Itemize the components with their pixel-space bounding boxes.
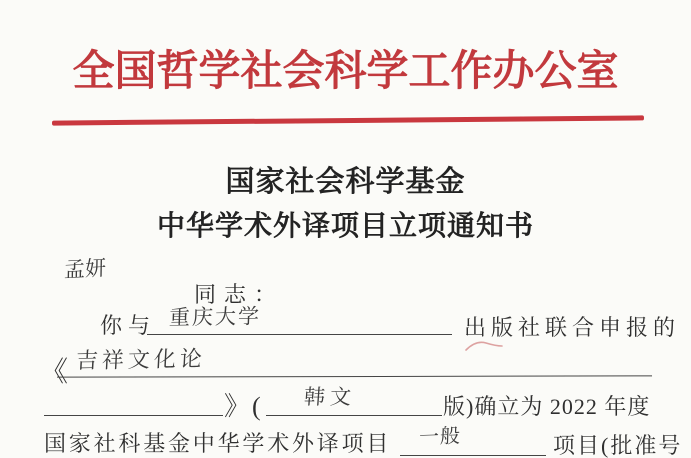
language-line-suffix: 版)确立为 2022 年度: [443, 394, 651, 419]
project-line-prefix: 国家社科基金中华学术外译项目: [44, 431, 392, 456]
header-divider-rule: [52, 115, 644, 125]
recipient-name-handwritten: 孟妍: [63, 256, 107, 283]
book-close-quote: 》(: [224, 392, 263, 421]
book-title-handwritten: 吉祥文化论: [75, 345, 207, 374]
org-name-header: 全国哲学社会科学工作办公室: [72, 49, 619, 95]
doc-title-line1: 国家社会科学基金: [225, 166, 466, 198]
book-open-quote: 《: [40, 357, 69, 388]
project-line-suffix: 项目(批准号: [553, 433, 683, 458]
doc-title-line2: 中华学术外译项目立项通知书: [156, 211, 534, 242]
book-title-underline: [57, 350, 652, 377]
salutation-text: 同志：: [194, 282, 285, 307]
publisher-line-suffix: 出版社联合申报的: [464, 315, 681, 340]
language-handwritten: 韩文: [303, 386, 357, 409]
book-title-underline-continued: [44, 390, 223, 416]
publisher-handwritten: 重庆大学: [168, 305, 262, 330]
line-prefix-you-with: 你与: [100, 313, 157, 338]
project-type-handwritten: 一般: [418, 425, 462, 449]
